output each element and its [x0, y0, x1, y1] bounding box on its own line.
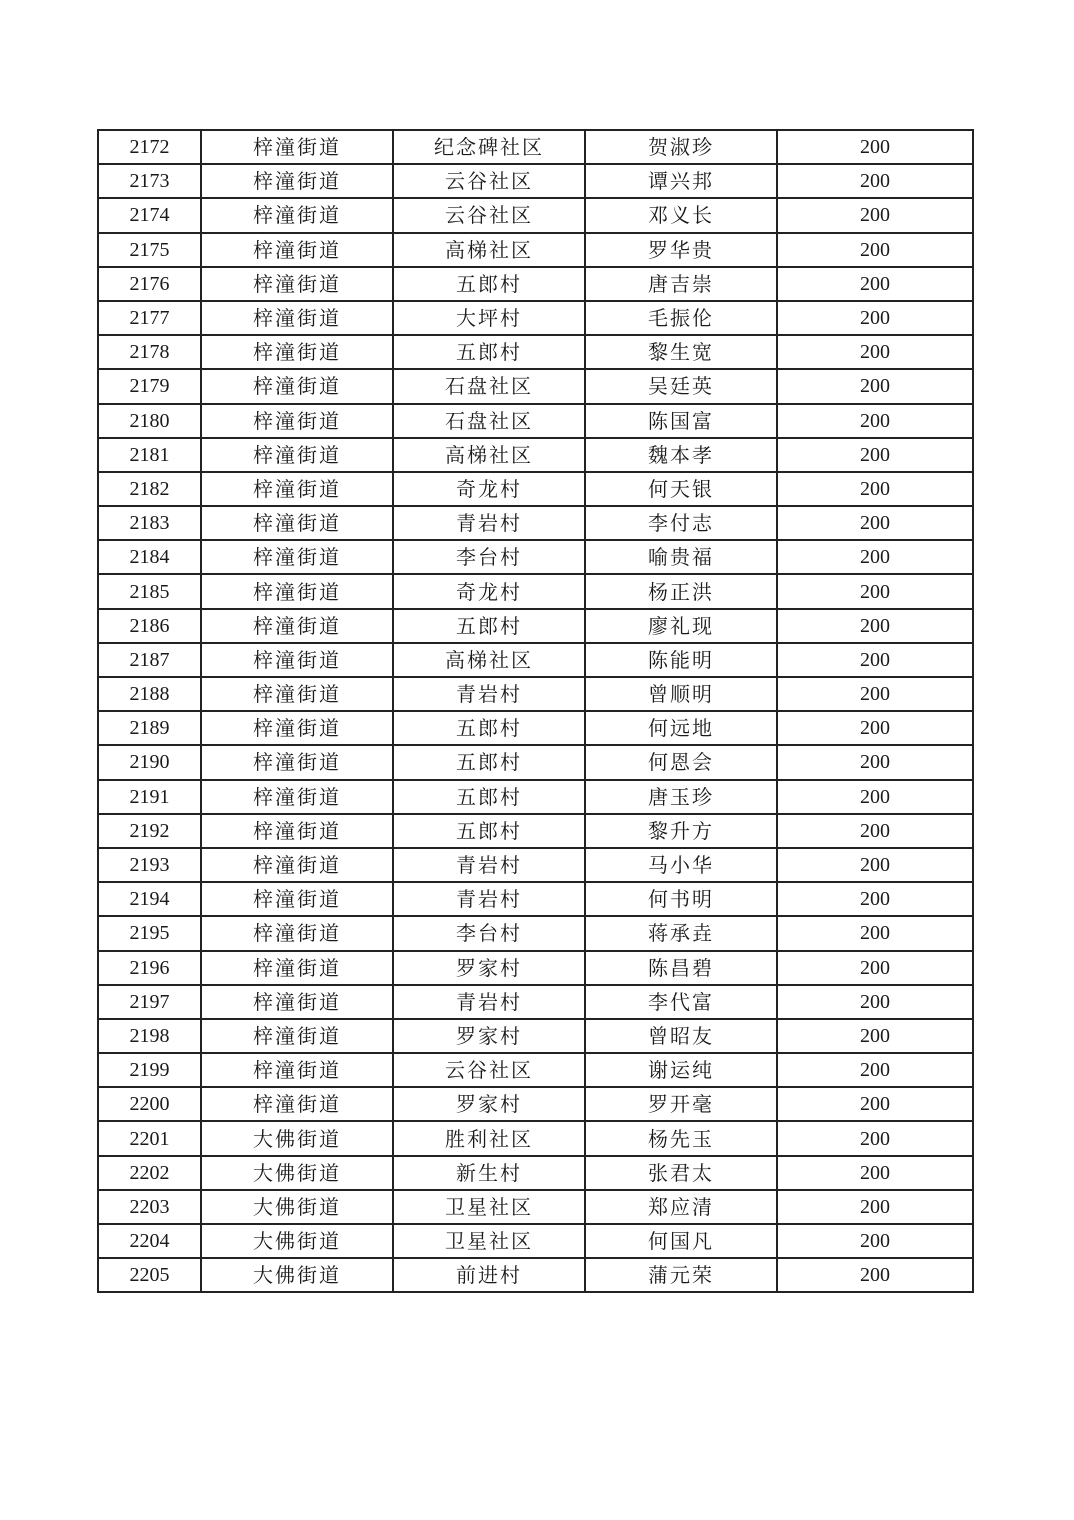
table-row — [98, 1156, 973, 1190]
cell-community: 五郎村 — [393, 609, 585, 643]
cell-name: 何书明 — [585, 882, 777, 916]
cell-street: 梓潼街道 — [201, 677, 393, 711]
cell-street: 梓潼街道 — [201, 438, 393, 472]
cell-number: 2194 — [98, 882, 201, 916]
cell-number: 2173 — [98, 164, 201, 198]
cell-number: 2203 — [98, 1190, 201, 1224]
cell-name: 罗华贵 — [585, 233, 777, 267]
cell-name: 魏本孝 — [585, 438, 777, 472]
cell-name: 陈昌碧 — [585, 951, 777, 985]
cell-amount: 200 — [777, 745, 973, 779]
cell-name: 谢运纯 — [585, 1053, 777, 1087]
cell-name: 曾顺明 — [585, 677, 777, 711]
cell-street: 梓潼街道 — [201, 335, 393, 369]
cell-community: 高梯社区 — [393, 438, 585, 472]
cell-name: 邓义长 — [585, 198, 777, 232]
cell-name: 何远地 — [585, 711, 777, 745]
cell-amount: 200 — [777, 677, 973, 711]
cell-community: 奇龙村 — [393, 574, 585, 608]
table-row — [98, 233, 973, 267]
cell-community: 石盘社区 — [393, 369, 585, 403]
cell-name: 何天银 — [585, 472, 777, 506]
cell-amount: 200 — [777, 233, 973, 267]
table-row — [98, 1019, 973, 1053]
table-row — [98, 301, 973, 335]
cell-number: 2188 — [98, 677, 201, 711]
cell-street: 大佛街道 — [201, 1224, 393, 1258]
table-row — [98, 472, 973, 506]
cell-community: 青岩村 — [393, 882, 585, 916]
cell-community: 云谷社区 — [393, 164, 585, 198]
cell-name: 杨先玉 — [585, 1121, 777, 1155]
table-row — [98, 164, 973, 198]
cell-name: 陈能明 — [585, 643, 777, 677]
table-row — [98, 540, 973, 574]
cell-street: 梓潼街道 — [201, 1019, 393, 1053]
cell-amount: 200 — [777, 643, 973, 677]
cell-street: 梓潼街道 — [201, 301, 393, 335]
cell-street: 梓潼街道 — [201, 985, 393, 1019]
cell-number: 2176 — [98, 267, 201, 301]
table-row — [98, 848, 973, 882]
cell-amount: 200 — [777, 780, 973, 814]
table-row — [98, 267, 973, 301]
cell-community: 五郎村 — [393, 267, 585, 301]
cell-community: 卫星社区 — [393, 1224, 585, 1258]
table-row — [98, 745, 973, 779]
cell-street: 大佛街道 — [201, 1190, 393, 1224]
table-row — [98, 130, 973, 164]
cell-street: 梓潼街道 — [201, 198, 393, 232]
cell-street: 梓潼街道 — [201, 916, 393, 950]
cell-community: 新生村 — [393, 1156, 585, 1190]
cell-name: 贺淑珍 — [585, 130, 777, 164]
cell-amount: 200 — [777, 472, 973, 506]
cell-number: 2182 — [98, 472, 201, 506]
cell-street: 大佛街道 — [201, 1258, 393, 1292]
cell-street: 梓潼街道 — [201, 404, 393, 438]
cell-number: 2201 — [98, 1121, 201, 1155]
table-row — [98, 1258, 973, 1292]
cell-amount: 200 — [777, 301, 973, 335]
cell-amount: 200 — [777, 1087, 973, 1121]
cell-amount: 200 — [777, 711, 973, 745]
table-row — [98, 677, 973, 711]
cell-community: 奇龙村 — [393, 472, 585, 506]
cell-street: 梓潼街道 — [201, 711, 393, 745]
cell-street: 梓潼街道 — [201, 130, 393, 164]
cell-street: 大佛街道 — [201, 1156, 393, 1190]
cell-amount: 200 — [777, 882, 973, 916]
cell-number: 2177 — [98, 301, 201, 335]
cell-street: 梓潼街道 — [201, 164, 393, 198]
cell-street: 梓潼街道 — [201, 745, 393, 779]
cell-name: 曾昭友 — [585, 1019, 777, 1053]
table-row — [98, 1224, 973, 1258]
cell-number: 2198 — [98, 1019, 201, 1053]
cell-amount: 200 — [777, 335, 973, 369]
cell-number: 2195 — [98, 916, 201, 950]
table-row — [98, 1053, 973, 1087]
cell-street: 梓潼街道 — [201, 882, 393, 916]
cell-number: 2186 — [98, 609, 201, 643]
cell-amount: 200 — [777, 1258, 973, 1292]
cell-amount: 200 — [777, 848, 973, 882]
cell-number: 2189 — [98, 711, 201, 745]
cell-amount: 200 — [777, 814, 973, 848]
cell-street: 梓潼街道 — [201, 814, 393, 848]
cell-street: 梓潼街道 — [201, 369, 393, 403]
cell-name: 李代富 — [585, 985, 777, 1019]
cell-name: 唐吉崇 — [585, 267, 777, 301]
table-body — [98, 130, 973, 1292]
cell-community: 青岩村 — [393, 677, 585, 711]
cell-street: 梓潼街道 — [201, 233, 393, 267]
cell-amount: 200 — [777, 506, 973, 540]
cell-community: 云谷社区 — [393, 1053, 585, 1087]
cell-community: 李台村 — [393, 540, 585, 574]
cell-amount: 200 — [777, 540, 973, 574]
cell-number: 2202 — [98, 1156, 201, 1190]
cell-amount: 200 — [777, 267, 973, 301]
cell-street: 梓潼街道 — [201, 1053, 393, 1087]
cell-number: 2199 — [98, 1053, 201, 1087]
cell-community: 云谷社区 — [393, 198, 585, 232]
cell-number: 2190 — [98, 745, 201, 779]
cell-number: 2191 — [98, 780, 201, 814]
cell-community: 五郎村 — [393, 335, 585, 369]
cell-amount: 200 — [777, 1224, 973, 1258]
cell-name: 张君太 — [585, 1156, 777, 1190]
cell-amount: 200 — [777, 1156, 973, 1190]
cell-community: 高梯社区 — [393, 233, 585, 267]
cell-number: 2172 — [98, 130, 201, 164]
cell-name: 陈国富 — [585, 404, 777, 438]
cell-number: 2192 — [98, 814, 201, 848]
cell-amount: 200 — [777, 1190, 973, 1224]
cell-community: 五郎村 — [393, 711, 585, 745]
table-row — [98, 574, 973, 608]
cell-name: 马小华 — [585, 848, 777, 882]
cell-amount: 200 — [777, 1121, 973, 1155]
cell-amount: 200 — [777, 369, 973, 403]
cell-number: 2180 — [98, 404, 201, 438]
cell-street: 梓潼街道 — [201, 848, 393, 882]
cell-name: 黎生宽 — [585, 335, 777, 369]
cell-street: 梓潼街道 — [201, 506, 393, 540]
table-row — [98, 643, 973, 677]
cell-number: 2200 — [98, 1087, 201, 1121]
table-row — [98, 711, 973, 745]
cell-amount: 200 — [777, 985, 973, 1019]
table-row — [98, 369, 973, 403]
cell-street: 梓潼街道 — [201, 472, 393, 506]
cell-community: 青岩村 — [393, 848, 585, 882]
table-row — [98, 814, 973, 848]
cell-name: 吴廷英 — [585, 369, 777, 403]
table-row — [98, 1190, 973, 1224]
table-row — [98, 506, 973, 540]
cell-community: 高梯社区 — [393, 643, 585, 677]
cell-number: 2185 — [98, 574, 201, 608]
cell-community: 青岩村 — [393, 506, 585, 540]
cell-number: 2193 — [98, 848, 201, 882]
cell-street: 梓潼街道 — [201, 780, 393, 814]
table-row — [98, 1087, 973, 1121]
cell-street: 梓潼街道 — [201, 574, 393, 608]
cell-number: 2175 — [98, 233, 201, 267]
cell-name: 何国凡 — [585, 1224, 777, 1258]
cell-number: 2204 — [98, 1224, 201, 1258]
cell-number: 2174 — [98, 198, 201, 232]
cell-name: 蒲元荣 — [585, 1258, 777, 1292]
cell-name: 何恩会 — [585, 745, 777, 779]
subsidy-table — [97, 129, 974, 1293]
cell-street: 梓潼街道 — [201, 609, 393, 643]
cell-number: 2179 — [98, 369, 201, 403]
cell-street: 梓潼街道 — [201, 267, 393, 301]
cell-amount: 200 — [777, 438, 973, 472]
cell-amount: 200 — [777, 164, 973, 198]
table-row — [98, 335, 973, 369]
cell-number: 2187 — [98, 643, 201, 677]
cell-name: 郑应清 — [585, 1190, 777, 1224]
cell-community: 胜利社区 — [393, 1121, 585, 1155]
cell-community: 罗家村 — [393, 951, 585, 985]
cell-name: 杨正洪 — [585, 574, 777, 608]
cell-name: 喻贵福 — [585, 540, 777, 574]
cell-street: 大佛街道 — [201, 1121, 393, 1155]
table-row — [98, 916, 973, 950]
cell-name: 毛振伦 — [585, 301, 777, 335]
cell-community: 五郎村 — [393, 814, 585, 848]
cell-community: 罗家村 — [393, 1087, 585, 1121]
table-row — [98, 438, 973, 472]
cell-community: 纪念碑社区 — [393, 130, 585, 164]
cell-number: 2196 — [98, 951, 201, 985]
cell-community: 前进村 — [393, 1258, 585, 1292]
cell-community: 石盘社区 — [393, 404, 585, 438]
table-row — [98, 985, 973, 1019]
table-row — [98, 951, 973, 985]
cell-amount: 200 — [777, 609, 973, 643]
cell-amount: 200 — [777, 404, 973, 438]
cell-community: 罗家村 — [393, 1019, 585, 1053]
table-row — [98, 404, 973, 438]
cell-street: 梓潼街道 — [201, 951, 393, 985]
cell-street: 梓潼街道 — [201, 1087, 393, 1121]
cell-number: 2205 — [98, 1258, 201, 1292]
cell-name: 黎升方 — [585, 814, 777, 848]
cell-street: 梓潼街道 — [201, 540, 393, 574]
cell-community: 卫星社区 — [393, 1190, 585, 1224]
cell-name: 唐玉珍 — [585, 780, 777, 814]
cell-amount: 200 — [777, 1019, 973, 1053]
cell-community: 五郎村 — [393, 780, 585, 814]
cell-community: 青岩村 — [393, 985, 585, 1019]
document-sheet — [97, 129, 972, 1293]
table-row — [98, 198, 973, 232]
cell-number: 2183 — [98, 506, 201, 540]
cell-amount: 200 — [777, 198, 973, 232]
cell-community: 李台村 — [393, 916, 585, 950]
cell-name: 廖礼现 — [585, 609, 777, 643]
cell-amount: 200 — [777, 130, 973, 164]
cell-name: 谭兴邦 — [585, 164, 777, 198]
cell-street: 梓潼街道 — [201, 643, 393, 677]
cell-number: 2197 — [98, 985, 201, 1019]
cell-amount: 200 — [777, 574, 973, 608]
cell-name: 罗开毫 — [585, 1087, 777, 1121]
table-row — [98, 609, 973, 643]
cell-name: 李付志 — [585, 506, 777, 540]
table-row — [98, 780, 973, 814]
cell-number: 2184 — [98, 540, 201, 574]
cell-amount: 200 — [777, 916, 973, 950]
cell-number: 2181 — [98, 438, 201, 472]
cell-amount: 200 — [777, 1053, 973, 1087]
cell-amount: 200 — [777, 951, 973, 985]
table-row — [98, 882, 973, 916]
table-row — [98, 1121, 973, 1155]
cell-name: 蒋承垚 — [585, 916, 777, 950]
cell-community: 大坪村 — [393, 301, 585, 335]
cell-community: 五郎村 — [393, 745, 585, 779]
cell-number: 2178 — [98, 335, 201, 369]
